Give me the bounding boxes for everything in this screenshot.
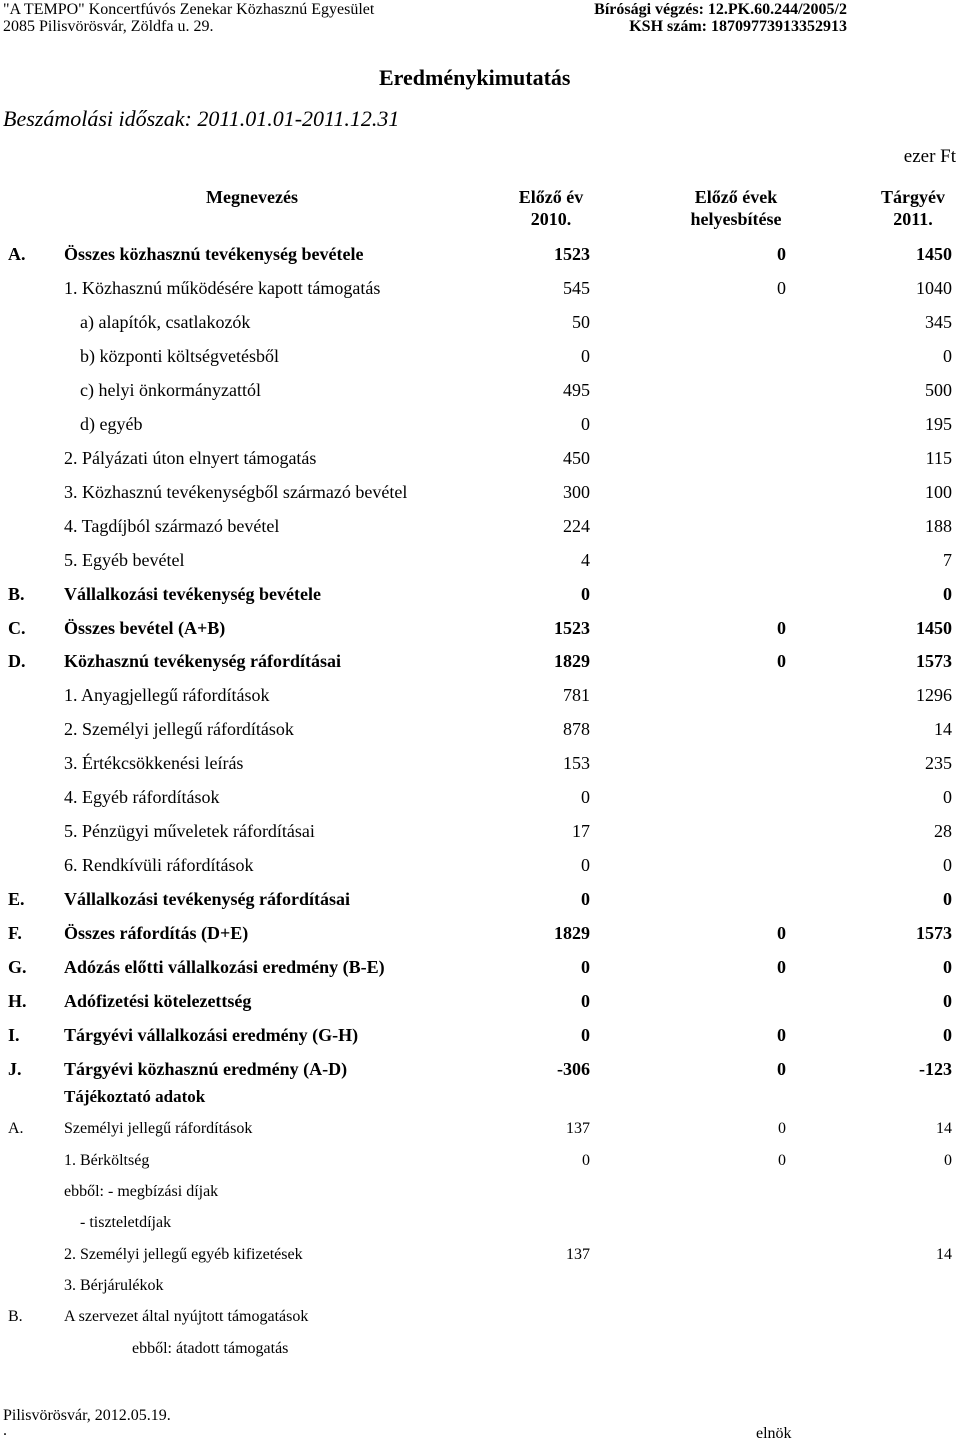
row-label: Adófizetési kötelezettség [64, 990, 252, 1011]
row-label: b) központi költségvetésből [80, 345, 279, 366]
table-row [0, 957, 960, 981]
row-prev-year-value: 495 [563, 379, 590, 400]
info-row-label: - tiszteletdíjak [80, 1214, 172, 1231]
row-prev-year-value: 0 [581, 957, 590, 977]
row-current-year-value: 0 [943, 855, 952, 876]
row-current-year-value: 0 [943, 787, 952, 808]
row-label: c) helyi önkormányzattól [80, 379, 261, 400]
row-label: a) alapítók, csatlakozók [80, 311, 251, 332]
row-correction-value: 0 [777, 1024, 786, 1045]
info-row-label: ebből: átadott támogatás [132, 1340, 289, 1357]
row-current-year-value: 0 [943, 345, 952, 366]
row-correction-value: 0 [777, 277, 786, 298]
table-row [0, 889, 960, 913]
row-current-year-value: 1573 [916, 651, 952, 672]
table-row [0, 923, 960, 947]
col-header-correction-sub: helyesbítése [690, 209, 782, 229]
row-letter: I. [8, 1024, 20, 1045]
row-label: 4. Tagdíjból származó bevétel [64, 515, 280, 536]
row-current-year-value: 1040 [916, 277, 952, 298]
ksh-number: KSH szám: 18709773913352913 [629, 18, 847, 35]
row-prev-year-value: 450 [563, 447, 590, 468]
row-prev-year-value: 1523 [554, 244, 590, 264]
page-title: Eredménykimutatás [379, 65, 571, 90]
row-prev-year-value: 17 [572, 821, 590, 842]
row-current-year-value: 500 [925, 379, 952, 400]
info-row-label: 1. Bérköltség [64, 1152, 150, 1169]
row-letter: J. [8, 1058, 22, 1079]
place-date: Pilisvörösvár, 2012.05.19. [3, 1407, 171, 1424]
info-row [0, 1246, 960, 1270]
info-row [0, 1183, 960, 1207]
info-row-correction-value: 0 [778, 1120, 786, 1137]
row-prev-year-value: 0 [581, 990, 590, 1011]
table-row [0, 244, 960, 268]
row-label: Közhasznú tevékenység ráfordításai [64, 651, 341, 672]
info-row-letter: B. [8, 1308, 23, 1325]
row-current-year-value: 1296 [916, 685, 952, 706]
table-row [0, 1059, 960, 1083]
row-current-year-value: 0 [943, 957, 952, 977]
info-row-label: Személyi jellegű ráfordítások [64, 1120, 253, 1137]
row-correction-value: 0 [777, 617, 786, 638]
row-current-year-value: 115 [925, 447, 952, 468]
organization-name: "A TEMPO" Koncertfúvós Zenekar Közhasznú Egyesület [3, 1, 375, 18]
info-row-label: 2. Személyi jellegű egyéb kifizetések [64, 1246, 303, 1263]
row-label: 5. Pénzügyi műveletek ráfordításai [64, 821, 315, 842]
table-row [0, 753, 960, 777]
col-header-correction [680, 186, 792, 230]
table-row [0, 380, 960, 404]
info-row-prev-year-value: 137 [566, 1246, 590, 1263]
table-row [0, 482, 960, 506]
row-current-year-value: 345 [925, 311, 952, 332]
row-correction-value: 0 [777, 651, 786, 672]
row-letter: C. [8, 617, 26, 638]
row-correction-value: 0 [777, 1058, 786, 1079]
info-row-label: A szervezet által nyújtott támogatások [64, 1308, 309, 1325]
info-section-title: Tájékoztató adatok [64, 1087, 206, 1106]
table-row [0, 584, 960, 608]
row-letter: B. [8, 583, 25, 604]
row-letter: G. [8, 957, 27, 977]
row-label: Összes közhasznú tevékenység bevétele [64, 244, 364, 264]
row-label: 1. Anyagjellegű ráfordítások [64, 685, 270, 706]
col-header-current-year-sub: 2011. [893, 209, 933, 229]
col-header-current-year [868, 186, 958, 230]
court-ruling: Bírósági végzés: 12.PK.60.244/2005/2 [594, 1, 847, 18]
footer-dot: . [3, 1422, 7, 1439]
row-label: 1. Közhasznú működésére kapott támogatás [64, 277, 381, 298]
row-current-year-value: 235 [925, 753, 952, 774]
info-row [0, 1152, 960, 1176]
table-row [0, 651, 960, 675]
row-current-year-value: 7 [943, 549, 952, 570]
row-label: Vállalkozási tevékenység bevétele [64, 583, 321, 604]
info-row [0, 1120, 960, 1144]
row-prev-year-value: 0 [581, 889, 590, 910]
signer-title: elnök [756, 1425, 792, 1442]
row-label: 5. Egyéb bevétel [64, 549, 185, 570]
row-current-year-value: 1573 [916, 923, 952, 943]
table-row [0, 685, 960, 709]
row-current-year-value: 0 [943, 889, 952, 910]
row-label: Tárgyévi vállalkozási eredmény (G-H) [64, 1024, 359, 1045]
row-correction-value: 0 [777, 923, 786, 943]
info-row-letter: A. [8, 1120, 24, 1137]
row-prev-year-value: 0 [581, 583, 590, 604]
row-prev-year-value: 1829 [554, 651, 590, 672]
row-label: 6. Rendkívüli ráfordítások [64, 855, 254, 876]
row-prev-year-value: 50 [572, 311, 590, 332]
row-prev-year-value: 0 [581, 787, 590, 808]
table-row [0, 550, 960, 574]
row-label: Vállalkozási tevékenység ráfordításai [64, 889, 350, 910]
col-header-prev-year [510, 186, 592, 230]
table-row [0, 516, 960, 540]
table-row [0, 414, 960, 438]
info-row-current-year-value: 14 [936, 1120, 952, 1137]
info-row-current-year-value: 14 [936, 1246, 952, 1263]
col-header-current-year-label: Tárgyév [881, 187, 945, 207]
info-row-label: ebből: - megbízási díjak [64, 1183, 219, 1200]
row-letter: F. [8, 923, 22, 943]
row-label: 3. Közhasznú tevékenységből származó bevétel [64, 481, 408, 502]
row-current-year-value: 14 [934, 719, 952, 740]
col-header-name: Megnevezés [206, 187, 298, 207]
row-prev-year-value: 878 [563, 719, 590, 740]
row-current-year-value: 0 [943, 1024, 952, 1045]
row-correction-value: 0 [777, 957, 786, 977]
col-header-prev-year-label: Előző év [518, 187, 584, 207]
reporting-period: Beszámolási időszak: 2011.01.01-2011.12.31 [3, 106, 400, 131]
row-current-year-value: 0 [943, 990, 952, 1011]
row-prev-year-value: -306 [557, 1058, 590, 1079]
row-prev-year-value: 781 [563, 685, 590, 706]
info-row-label: 3. Bérjárulékok [64, 1277, 164, 1294]
row-label: 2. Személyi jellegű ráfordítások [64, 719, 294, 740]
row-letter: E. [8, 889, 25, 910]
col-header-prev-year-sub: 2010. [530, 209, 572, 229]
row-letter: A. [8, 244, 26, 264]
row-label: Tárgyévi közhasznú eredmény (A-D) [64, 1058, 348, 1079]
row-prev-year-value: 153 [563, 753, 590, 774]
table-row [0, 719, 960, 743]
row-prev-year-value: 545 [563, 277, 590, 298]
row-prev-year-value: 0 [581, 413, 590, 434]
info-row-correction-value: 0 [778, 1152, 786, 1169]
row-current-year-value: 1450 [916, 617, 952, 638]
row-label: 4. Egyéb ráfordítások [64, 787, 220, 808]
table-row [0, 346, 960, 370]
info-row [0, 1340, 960, 1364]
row-label: 2. Pályázati úton elnyert támogatás [64, 447, 317, 468]
col-header-correction-label: Előző évek [694, 187, 778, 207]
table-row [0, 855, 960, 879]
row-prev-year-value: 300 [563, 481, 590, 502]
row-letter: D. [8, 651, 26, 672]
row-current-year-value: 1450 [916, 244, 952, 264]
info-row-prev-year-value: 137 [566, 1120, 590, 1137]
info-row-current-year-value: 0 [944, 1152, 952, 1169]
organization-address: 2085 Pilisvörösvár, Zöldfa u. 29. [3, 18, 214, 35]
table-row [0, 787, 960, 811]
table-row [0, 312, 960, 336]
row-current-year-value: 195 [925, 413, 952, 434]
info-row-prev-year-value: 0 [582, 1152, 590, 1169]
row-current-year-value: -123 [919, 1058, 952, 1079]
table-row [0, 1025, 960, 1049]
row-current-year-value: 0 [943, 583, 952, 604]
row-letter: H. [8, 990, 27, 1011]
table-row [0, 618, 960, 642]
table-row [0, 821, 960, 845]
row-current-year-value: 100 [925, 481, 952, 502]
row-prev-year-value: 1829 [554, 923, 590, 943]
info-row [0, 1277, 960, 1301]
row-label: d) egyéb [80, 413, 143, 434]
row-label: 3. Értékcsökkenési leírás [64, 753, 244, 774]
table-row [0, 448, 960, 472]
info-row [0, 1308, 960, 1332]
row-prev-year-value: 0 [581, 345, 590, 366]
row-prev-year-value: 224 [563, 515, 590, 536]
table-row [0, 991, 960, 1015]
row-current-year-value: 28 [934, 821, 952, 842]
row-label: Összes ráfordítás (D+E) [64, 923, 249, 943]
row-prev-year-value: 0 [581, 1024, 590, 1045]
row-label: Összes bevétel (A+B) [64, 617, 226, 638]
table-row [0, 278, 960, 302]
row-current-year-value: 188 [925, 515, 952, 536]
row-prev-year-value: 4 [581, 549, 590, 570]
row-prev-year-value: 0 [581, 855, 590, 876]
row-prev-year-value: 1523 [554, 617, 590, 638]
info-row [0, 1214, 960, 1238]
row-correction-value: 0 [777, 244, 786, 264]
unit-label: ezer Ft [903, 146, 956, 167]
row-label: Adózás előtti vállalkozási eredmény (B-E) [64, 957, 385, 977]
